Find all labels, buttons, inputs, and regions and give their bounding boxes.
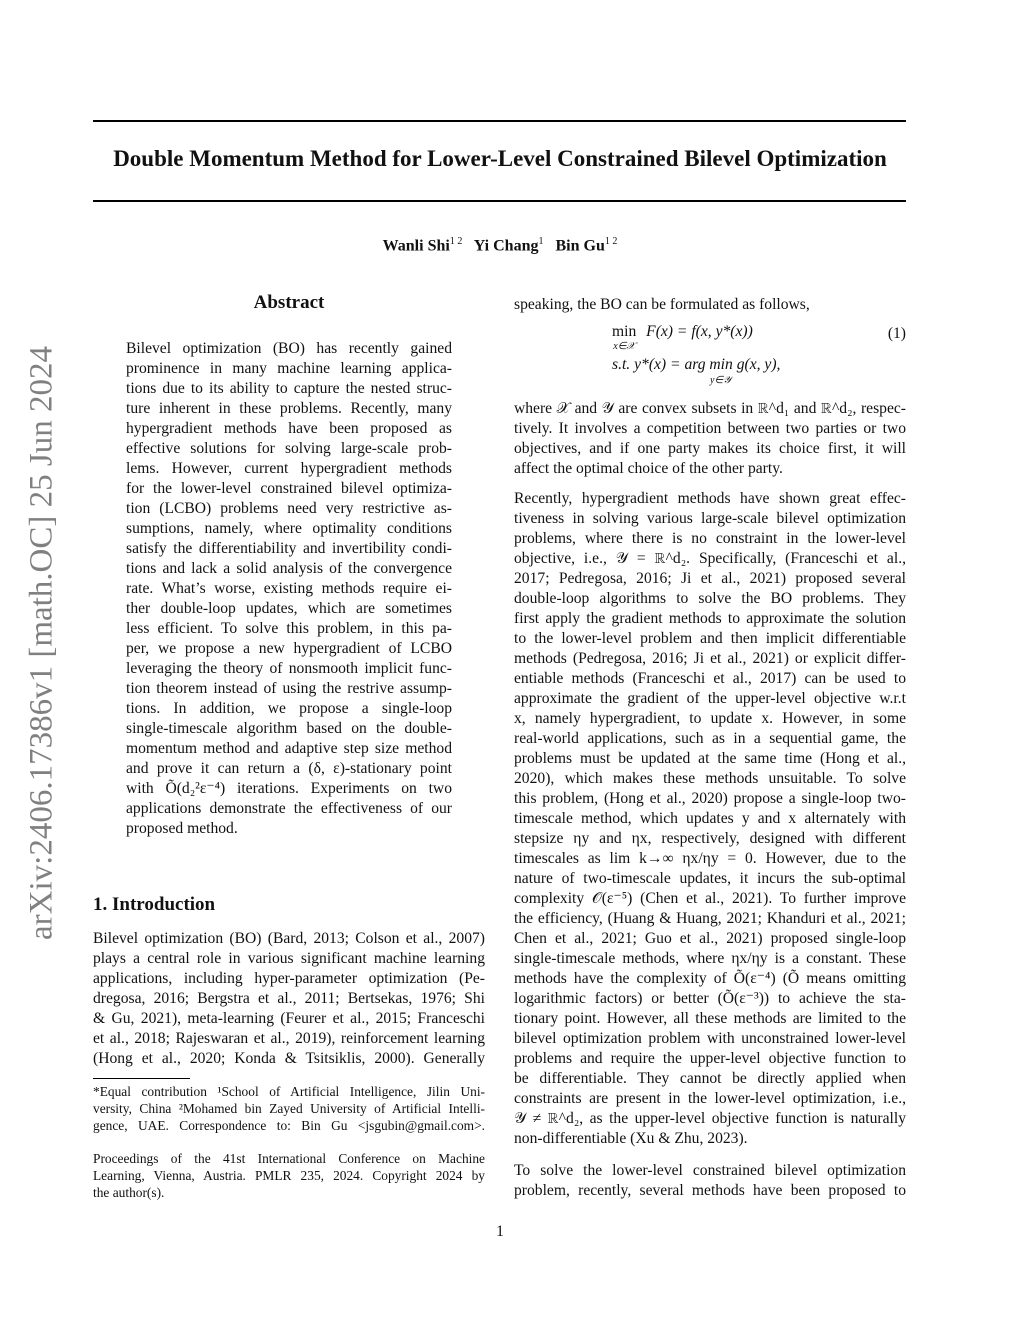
- footnote: [93, 1083, 485, 1134]
- text-line: tions and lack a solid analysis of the convergence: [126, 560, 452, 577]
- text-line: bilevel optimization problem with unconstrained lower-level: [514, 1030, 906, 1047]
- top-rule: [93, 120, 906, 122]
- text-line: methods have the complexity of Õ(ε⁻⁴) (Õ means omitting: [514, 970, 906, 987]
- arxiv-identifier: arXiv:2406.17386v1 [math.OC] 25 Jun 2024: [23, 346, 60, 940]
- text-line: speaking, the BO can be formulated as follows,: [514, 296, 810, 313]
- equation-line: s.t. y*(x) = arg min g(x, y),: [612, 356, 781, 373]
- text-line: ture inherent in these problems. Recently, many: [126, 400, 452, 417]
- text-line: Bilevel optimization (BO) (Bard, 2013; Colson et al., 2007): [93, 930, 485, 947]
- text-line: To solve the lower-level constrained bilevel optimization: [514, 1162, 906, 1179]
- text-line: timescale method, which updates y and x alternately with: [514, 810, 906, 827]
- text-line: single-timescale algorithm based on the double-: [126, 720, 452, 737]
- text-line: effective solutions for solving large-scale prob-: [126, 440, 452, 457]
- text-line: entiable methods (Franceschi et al., 2017) can be used to: [514, 670, 906, 687]
- equation-1: [612, 323, 753, 352]
- text-line: objectives, and if one party makes its choice first, it will: [514, 440, 906, 457]
- text-line: tions. In addition, we propose a single-loop: [126, 700, 452, 717]
- paragraph: [514, 399, 906, 479]
- text-line: complexity 𝒪(ε⁻⁵) (Chen et al., 2021). To further improve: [514, 890, 906, 907]
- text-line: *Equal contribution ¹School of Artificial Intelligence, Jilin Uni-: [93, 1084, 485, 1099]
- text-line: double-loop algorithms to solve the BO problems. They: [514, 590, 906, 607]
- text-line: constraints are present in the lower-level optimization, i.e.,: [514, 1090, 906, 1107]
- text-line: x, namely hypergradient, to update x. However, in some: [514, 710, 906, 727]
- math-subscript: y∈𝒴: [710, 375, 731, 386]
- abstract-heading: Abstract: [253, 292, 325, 313]
- math-operator: min: [612, 323, 637, 340]
- text-line: tion (LCBO) problems need very restrictive as-: [126, 500, 452, 517]
- text-line: for the lower-level constrained bilevel optimiza-: [126, 480, 452, 497]
- text-line: per, we propose a new hypergradient of LCBO: [126, 640, 452, 657]
- text-line: prominence in many machine learning applica-: [126, 360, 452, 377]
- math-subscript: x∈𝒳: [613, 341, 635, 352]
- text-line: leveraging the theory of nonsmooth implicit func-: [126, 660, 452, 677]
- introduction-heading: 1. Introduction: [93, 894, 216, 915]
- text-line: tively. It involves a competition between two parties or two: [514, 420, 906, 437]
- text-line: tion theorem instead of using the restrive assump-: [126, 680, 452, 697]
- text-line: & Gu, 2021), meta-learning (Feurer et al., 2015; Franceschi: [93, 1010, 485, 1027]
- text-line: tiveness in solving various large-scale bilevel optimization: [514, 510, 906, 527]
- text-line: lems. However, current hypergradient methods: [126, 460, 452, 477]
- text-line: et al., 2018; Rajeswaran et al., 2019), reinforcement learning: [93, 1030, 485, 1047]
- abstract-body: [126, 339, 452, 839]
- text-line: 𝒴 ≠ ℝ^d₂, as the upper-level objective function is naturally: [514, 1110, 907, 1127]
- text-line: (Hong et al., 2020; Konda & Tsitsiklis, 2000). Generally: [93, 1050, 485, 1067]
- text-line: rate. What’s worse, existing methods require ei-: [126, 580, 452, 597]
- equation-1-constraint: [612, 356, 781, 386]
- footnote-rule: [93, 1078, 190, 1079]
- text-line: problems must be updated at the same time (Hong et al.,: [514, 750, 906, 767]
- equation-line: F(x) = f(x, y*(x)): [646, 323, 753, 340]
- text-line: this problem, (Hong et al., 2020) propose a single-loop two-: [514, 790, 906, 807]
- text-line: hypergradient methods have been proposed as: [126, 420, 452, 437]
- text-line: ther double-loop updates, which are sometimes: [126, 600, 452, 617]
- text-line: gence, UAE. Correspondence to: Bin Gu <jsgubin@gmail.com>.: [93, 1118, 485, 1133]
- text-line: satisfy the differentiability and invertibility condi-: [126, 540, 452, 557]
- text-line: 2020), which makes these methods unsuitable. To solve: [514, 770, 906, 787]
- text-line: nature of two-timescale updates, it incurs the sub-optimal: [514, 870, 906, 887]
- text-line: Chen et al., 2021; Guo et al., 2021) proposed single-loop: [514, 930, 906, 947]
- text-line: problems and require the upper-level objective function to: [514, 1050, 906, 1067]
- title-rule: [93, 200, 906, 202]
- right-lead: [514, 295, 906, 315]
- text-line: and prove it can return a (δ, ε)-stationary point: [126, 760, 452, 777]
- text-line: methods (Pedregosa, 2016; Ji et al., 2021) or explicit differ-: [514, 650, 906, 667]
- text-line: approximate the gradient of the upper-level objective w.r.t: [514, 690, 906, 707]
- text-line: Bilevel optimization (BO) has recently gained: [126, 340, 452, 357]
- text-line: where 𝒳 and 𝒴 are convex subsets in ℝ^d₁ and ℝ^d₂, respec-: [514, 400, 906, 417]
- text-line: non-differentiable (Xu & Zhu, 2023).: [514, 1130, 748, 1147]
- text-line: applications, including hyper-parameter optimization (Pe-: [93, 970, 485, 987]
- text-line: real-world applications, such as in a sequential game, the: [514, 730, 906, 747]
- author: Bin Gu: [555, 237, 605, 255]
- text-line: momentum method and adaptive step size method: [126, 740, 452, 757]
- text-line: applications demonstrate the effectiveness of our: [126, 800, 452, 817]
- proceedings-note: [93, 1150, 485, 1201]
- introduction-body: [93, 929, 485, 1069]
- text-line: first apply the gradient methods to approximate the solution: [514, 610, 906, 627]
- text-line: dregosa, 2016; Bergstra et al., 2011; Bertsekas, 1976; Shi: [93, 990, 485, 1007]
- text-line: the efficiency, (Huang & Huang, 2021; Khanduri et al., 2021;: [514, 910, 906, 927]
- text-line: plays a central role in various significant machine learning: [93, 950, 485, 967]
- paragraph: [514, 1161, 906, 1201]
- author-affiliation: 1 2: [449, 236, 463, 247]
- text-line: to the lower-level problem and then implicit differentiable: [514, 630, 906, 647]
- text-line: Recently, hypergradient methods have shown great effec-: [514, 490, 906, 507]
- text-line: the author(s).: [93, 1185, 165, 1200]
- text-line: stepsize ηy and ηx, respectively, designed with different: [514, 830, 906, 847]
- text-line: with Õ(d₂²ε⁻⁴) iterations. Experiments on two: [126, 780, 452, 797]
- equation-number: (1): [887, 325, 906, 342]
- text-line: tionary point. However, all these methods are limited to the: [514, 1010, 906, 1027]
- text-line: affect the optimal choice of the other party.: [514, 460, 783, 477]
- author: Wanli Shi: [382, 237, 450, 255]
- paper-title: Double Momentum Method for Lower-Level Constrained Bilevel Optimization: [113, 146, 887, 171]
- author: Yi Chang: [473, 237, 539, 255]
- text-line: less efficient. To solve this problem, in this pa-: [126, 620, 452, 637]
- text-line: Proceedings of the 41st International Conference on Machine: [93, 1151, 485, 1166]
- paragraph: [514, 489, 906, 1149]
- text-line: versity, China ²Mohamed bin Zayed University of Artificial Intelli-: [93, 1101, 485, 1116]
- text-line: sumptions, namely, where optimality conditions: [126, 520, 452, 537]
- text-line: Learning, Vienna, Austria. PMLR 235, 2024. Copyright 2024 by: [93, 1168, 485, 1183]
- text-line: tions due to its ability to capture the nested struc-: [126, 380, 452, 397]
- text-line: objective, i.e., 𝒴 = ℝ^d₂. Specifically, (Franceschi et al.,: [514, 550, 906, 567]
- author-affiliation: 1 2: [604, 236, 618, 247]
- page-number: 1: [496, 1223, 504, 1240]
- text-line: timescales as lim k→∞ ηx/ηy = 0. However, due to the: [514, 850, 906, 867]
- text-line: be differentiable. They cannot be directly applied when: [514, 1070, 906, 1087]
- text-line: logarithmic factors) or better (Õ(ε⁻³)) to achieve the sta-: [514, 990, 906, 1007]
- text-line: problem, recently, several methods have been proposed to: [514, 1182, 906, 1199]
- author-affiliation: 1: [538, 236, 544, 247]
- text-line: single-timescale methods, where ηx/ηy is a constant. These: [514, 950, 906, 967]
- text-line: problems, where there is no constraint in the lower-level: [514, 530, 906, 547]
- text-line: proposed method.: [126, 820, 238, 837]
- author-list: [0, 236, 1000, 255]
- text-line: 2017; Pedregosa, 2016; Ji et al., 2021) proposed several: [514, 570, 906, 587]
